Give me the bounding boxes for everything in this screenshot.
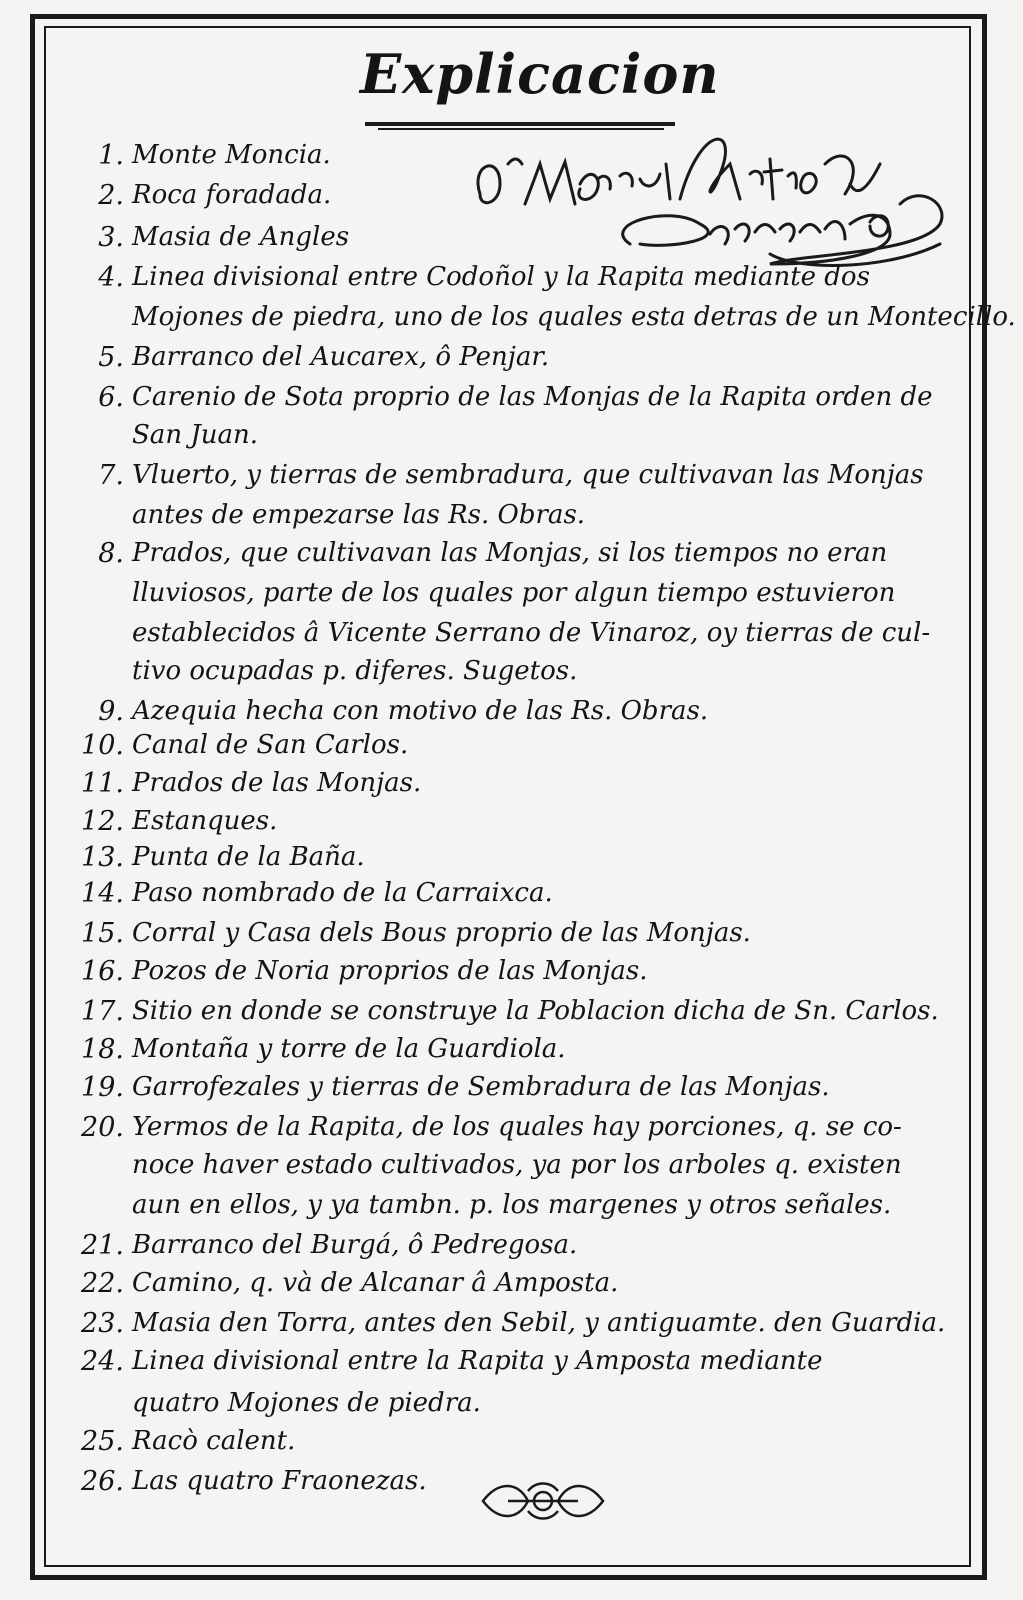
list-item-text: lluviosos, parte de los quales por algun tiempo estuvieron bbox=[132, 578, 896, 608]
list-item-text: Montaña y torre de la Guardiola. bbox=[132, 1034, 566, 1064]
list-item-text: Monte Moncia. bbox=[132, 140, 331, 170]
list-item-text: Pozos de Noria proprios de las Monjas. bbox=[132, 956, 648, 986]
list-item-text: quatro Mojones de piedra. bbox=[132, 1388, 481, 1418]
ornament-flourish-icon bbox=[478, 1476, 608, 1526]
list-item-number: 13. bbox=[81, 842, 124, 873]
list-item-text: Camino, q. và de Alcanar â Amposta. bbox=[132, 1268, 619, 1298]
list-item-text: antes de empezarse las Rs. Obras. bbox=[132, 500, 586, 530]
list-item-number: 17. bbox=[81, 996, 124, 1027]
list-item-text: Barranco del Aucarex, ô Penjar. bbox=[132, 342, 550, 372]
list-item-number: 8. bbox=[98, 538, 124, 569]
list-item-text: Punta de la Baña. bbox=[132, 842, 365, 872]
list-item-text: Estanques. bbox=[132, 806, 278, 836]
list-item-text: tivo ocupadas p. diferes. Sugetos. bbox=[132, 656, 578, 686]
list-item-number: 9. bbox=[98, 696, 124, 727]
list-item-number: 5. bbox=[98, 342, 124, 373]
list-item-number: 7. bbox=[98, 460, 124, 491]
list-item-text: Corral y Casa dels Bous proprio de las Monjas. bbox=[132, 918, 751, 948]
list-item-number: 3. bbox=[98, 222, 124, 253]
list-item-number: 23. bbox=[81, 1308, 124, 1339]
list-item-number: 16. bbox=[81, 956, 124, 987]
list-item-number: 12. bbox=[81, 806, 124, 837]
document-title: Explicacion bbox=[360, 42, 720, 106]
list-item-text: Racò calent. bbox=[132, 1426, 296, 1456]
list-item-text: Prados de las Monjas. bbox=[132, 768, 422, 798]
list-item-text: aun en ellos, y ya tambn. p. los margenes y otros señales. bbox=[132, 1190, 892, 1220]
list-item-number: 24. bbox=[81, 1346, 124, 1377]
list-item-number: 19. bbox=[81, 1072, 124, 1103]
list-item-number: 18. bbox=[81, 1034, 124, 1065]
list-item-number: 10. bbox=[81, 730, 124, 761]
list-item-text: Yermos de la Rapita, de los quales hay porciones, q. se co- bbox=[132, 1112, 902, 1142]
list-item-number: 2. bbox=[98, 180, 124, 211]
list-item-number: 21. bbox=[81, 1230, 124, 1261]
list-item-text: Canal de San Carlos. bbox=[132, 730, 409, 760]
list-item-text: Paso nombrado de la Carraixca. bbox=[132, 878, 553, 908]
list-item-text: noce haver estado cultivados, ya por los arboles q. existen bbox=[132, 1150, 902, 1180]
list-item-text: Vluerto, y tierras de sembradura, que cultivavan las Monjas bbox=[132, 460, 924, 490]
list-item-text: Sitio en donde se construye la Poblacion dicha de Sn. Carlos. bbox=[132, 996, 939, 1026]
list-item-number: 15. bbox=[81, 918, 124, 949]
list-item-number: 6. bbox=[98, 382, 124, 413]
list-item-number: 26. bbox=[81, 1466, 124, 1497]
list-item-text: Barranco del Burgá, ô Pedregosa. bbox=[132, 1230, 578, 1260]
list-item-number: 20. bbox=[81, 1112, 124, 1143]
list-item-text: Azequia hecha con motivo de las Rs. Obras. bbox=[132, 696, 709, 726]
list-item-text: Las quatro Fraonezas. bbox=[132, 1466, 427, 1496]
list-item-number: 14. bbox=[81, 878, 124, 909]
list-item-text: Linea divisional entre la Rapita y Amposta mediante bbox=[132, 1346, 823, 1376]
list-item-text: Carenio de Sota proprio de las Monjas de la Rapita orden de bbox=[132, 382, 933, 412]
list-item-number: 4. bbox=[98, 262, 124, 293]
list-item-text: Prados, que cultivavan las Monjas, si los tiempos no eran bbox=[132, 538, 888, 568]
list-item-text: Mojones de piedra, uno de los quales esta detras de un Montecillo. bbox=[132, 302, 1016, 332]
list-item-text: Roca foradada. bbox=[132, 180, 332, 210]
list-item-text: establecidos â Vicente Serrano de Vinaroz, oy tierras de cul- bbox=[132, 618, 931, 648]
list-item-text: Garrofezales y tierras de Sembradura de las Monjas. bbox=[132, 1072, 830, 1102]
list-item-text: San Juan. bbox=[132, 420, 259, 450]
list-item-number: 25. bbox=[81, 1426, 124, 1457]
list-item-number: 22. bbox=[81, 1268, 124, 1299]
list-item-text: Masia de Angles bbox=[132, 222, 350, 252]
list-item-number: 11. bbox=[81, 768, 124, 799]
list-item-number: 1. bbox=[98, 140, 124, 171]
list-item-text: Masia den Torra, antes den Sebil, y antiguamte. den Guardia. bbox=[132, 1308, 946, 1338]
list-item-text: Linea divisional entre Codoñol y la Rapita mediante dos bbox=[132, 262, 870, 292]
